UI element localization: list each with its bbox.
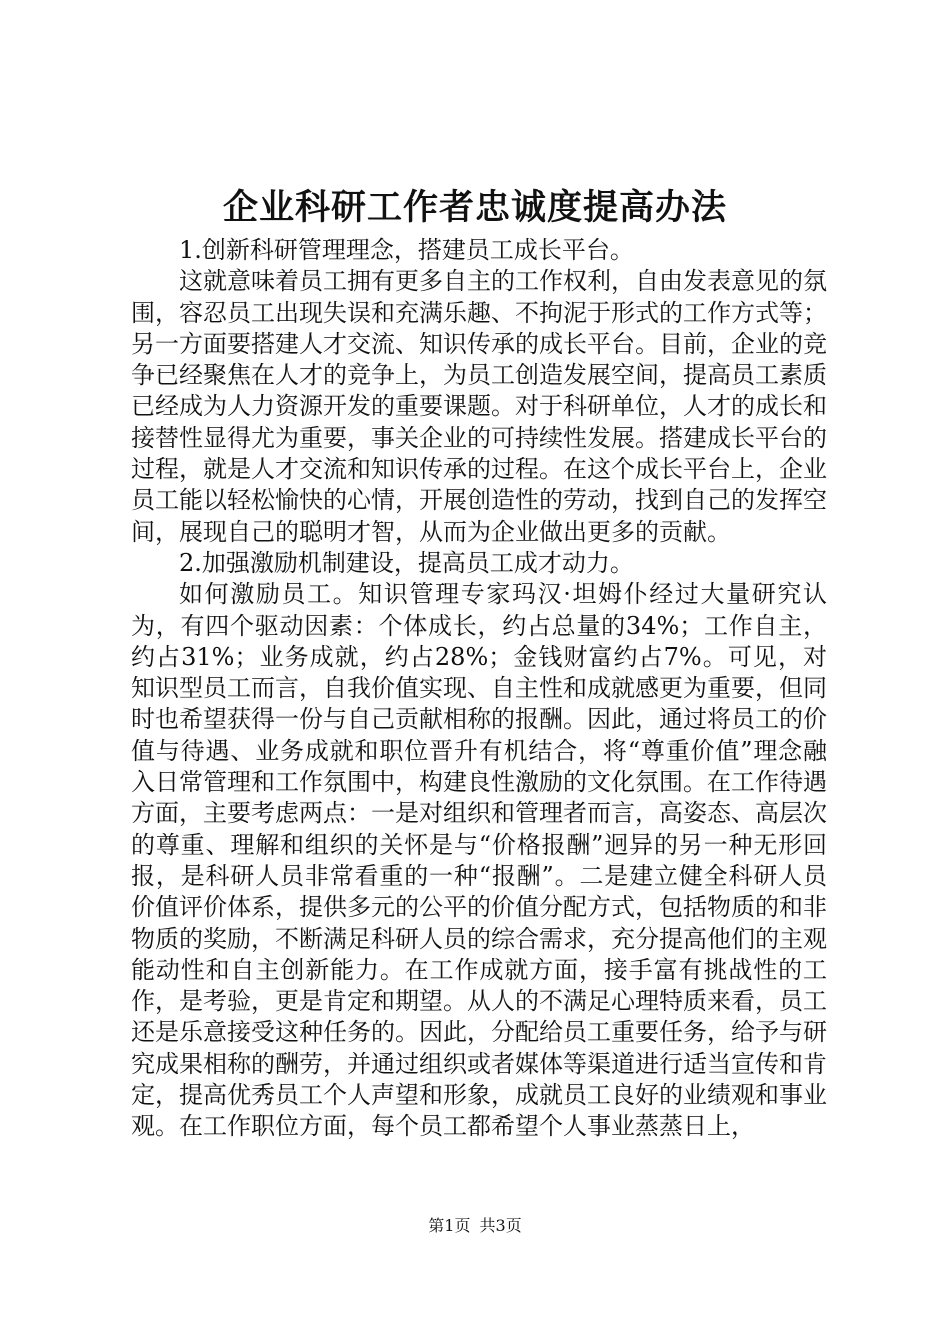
page-count: 共3页 bbox=[479, 1216, 522, 1235]
page-number: 第1页 bbox=[428, 1216, 471, 1235]
document-body bbox=[131, 235, 827, 1143]
paragraph-2: 如何激励员工。知识管理专家玛汉·坦姆仆经过大量研究认为，有四个驱动因素：个体成长，约占总量的34%；工作自主，约占31%；业务成就，约占28%；金钱财富约占7%。可见，对知识型员工而言，自我价值实现、自主性和成就感更为重要，但同时也希望获得一份与自己贡献相称的报酬。因此，通过将员工的价值与待遇、业务成就和职位晋升有机结合，将“尊重价值”理念融入日常管理和工作氛围中，构建良性激励的文化氛围。在工作待遇方面，主要考虑两点：一是对组织和管理者而言，高姿态、高层次的尊重、理解和组织的关怀是与“价格报酬”迥异的另一种无形回报，是科研人员非常看重的一种“报酬”。二是建立健全科研人员价值评价体系，提供多元的公平的价值分配方式，包括物质的和非物质的奖励，不断满足科研人员的综合需求，充分提高他们的主观能动性和自主创新能力。在工作成就方面，接手富有挑战性的工作，是考验，更是肯定和期望。从人的不满足心理特质来看，员工还是乐意接受这种任务的。因此，分配给员工重要任务，给予与研究成果相称的酬劳，并通过组织或者媒体等渠道进行适当宣传和肯定，提高优秀员工个人声望和形象，成就员工良好的业绩观和事业观。在工作职位方面，每个员工都希望个人事业蒸蒸日上， bbox=[131, 580, 827, 1141]
document-title: 企业科研工作者忠诚度提高办法 bbox=[222, 187, 727, 228]
section-heading-1: 1.创新科研管理理念，搭建员工成长平台。 bbox=[179, 236, 634, 264]
section-heading-2: 2.加强激励机制建设，提高员工成才动力。 bbox=[179, 548, 634, 577]
page-footer bbox=[0, 1214, 950, 1238]
paragraph-1: 这就意味着员工拥有更多自主的工作权利，自由发表意见的氛围，容忍员工出现失误和充满乐趣、不拘泥于形式的工作方式等；另一方面要搭建人才交流、知识传承的成长平台。目前，企业的竞争已经聚焦在人才的竞争上，为员工创造发展空间，提高员工素质已经成为人力资源开发的重要课题。对于科研单位，人才的成长和接替性显得尤为重要，事关企业的可持续性发展。搭建成长平台的过程，就是人才交流和知识传承的过程。在这个成长平台上，企业员工能以轻松愉快的心情，开展创造性的劳动，找到自己的发挥空间，展现自己的聪明才智，从而为企业做出更多的贡献。 bbox=[131, 267, 827, 546]
